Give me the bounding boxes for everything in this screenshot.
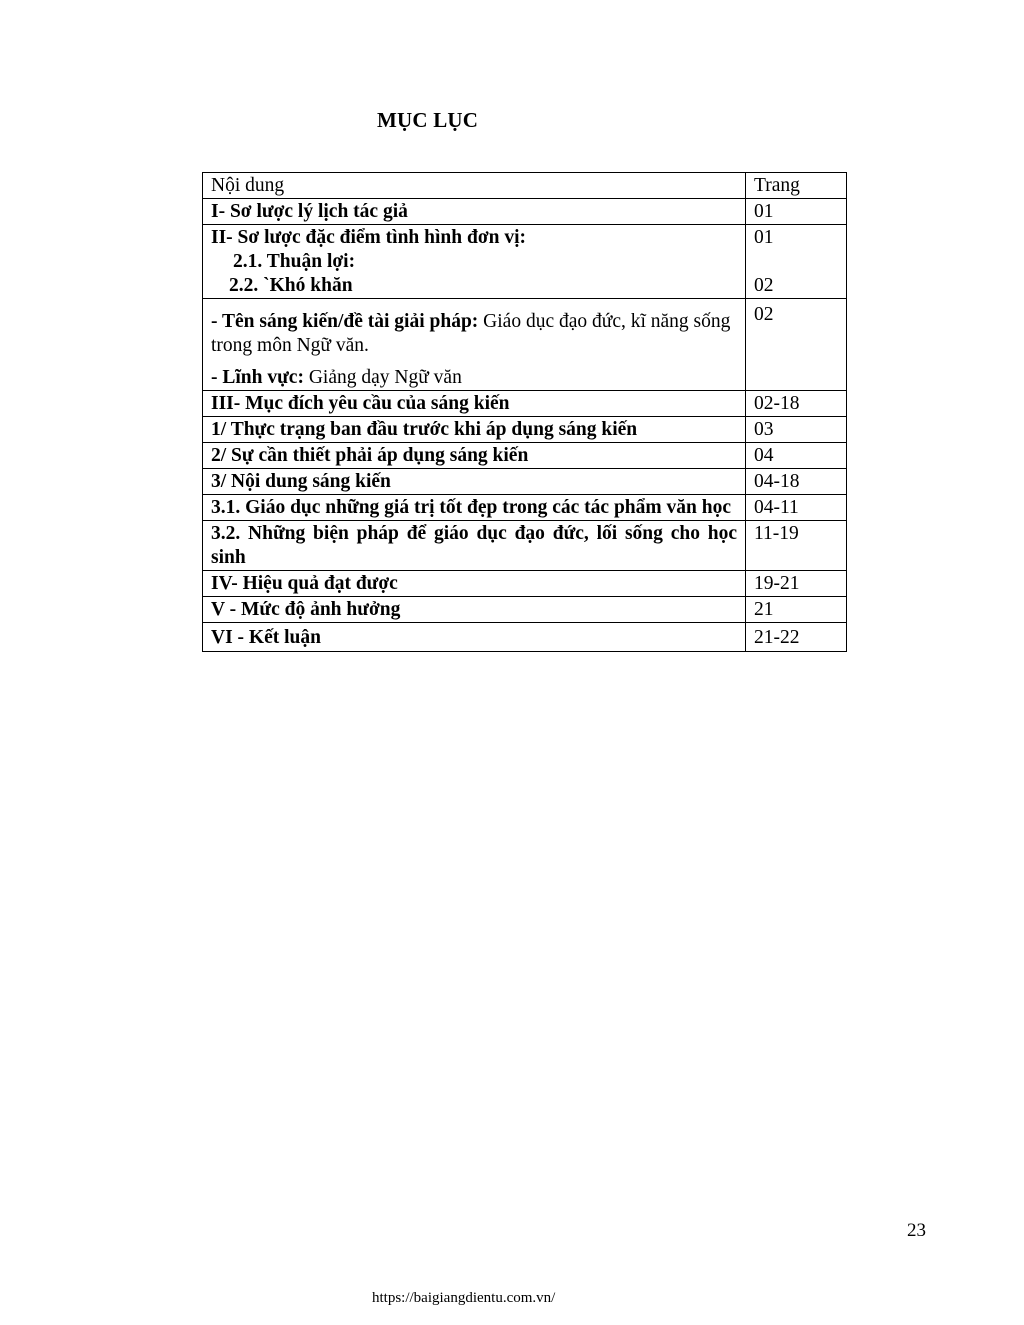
toc-entry: 3/ Nội dung sáng kiến [203, 469, 746, 495]
page-title: MỤC LỤC [377, 108, 479, 132]
table-of-contents [202, 172, 847, 652]
table-row [203, 571, 847, 597]
field-text: Giảng dạy Ngữ văn [303, 367, 462, 388]
initiative-name [211, 310, 737, 358]
table-row [203, 469, 847, 495]
table-row [203, 521, 847, 571]
toc-entry: VI - Kết luận [203, 623, 746, 652]
table-row [203, 623, 847, 652]
toc-page: 04-18 [746, 469, 847, 495]
toc-entry: II- Sơ lược đặc điểm tình hình đơn vị: [211, 227, 526, 248]
toc-page: 02 [746, 299, 847, 391]
toc-subentry: 2.2. `Khó khăn [229, 275, 353, 296]
toc-page: 21 [746, 597, 847, 623]
toc-entry: 1/ Thực trạng ban đầu trước khi áp dụng sáng kiến [203, 417, 746, 443]
toc-page: 02 [754, 275, 774, 296]
footer-url: https://baigiangdientu.com.vn/ [372, 1290, 556, 1306]
toc-entry: 2/ Sự cần thiết phải áp dụng sáng kiến [203, 443, 746, 469]
toc-page: 19-21 [746, 571, 847, 597]
toc-entry: V - Mức độ ảnh hưởng [203, 597, 746, 623]
toc-page: 02-18 [746, 391, 847, 417]
table-row [203, 391, 847, 417]
toc-entry: 3.2. Những biện pháp để giáo dục đạo đức, lối sống cho học sinh [203, 521, 746, 571]
table-row [203, 417, 847, 443]
table-row [203, 495, 847, 521]
header-page: Trang [746, 173, 847, 199]
toc-page: 03 [746, 417, 847, 443]
table-row [203, 443, 847, 469]
table-row [203, 597, 847, 623]
table-row [203, 199, 847, 225]
toc-page: 21-22 [746, 623, 847, 652]
toc-page: 01 [746, 199, 847, 225]
initiative-name-label: - Tên sáng kiến/đề tài giải pháp: [211, 311, 479, 332]
toc-entry: III- Mục đích yêu cầu của sáng kiến [203, 391, 746, 417]
table-row [203, 299, 847, 391]
field-label: - Lĩnh vực: [211, 367, 304, 388]
toc-page: 04-11 [746, 495, 847, 521]
toc-entry: I- Sơ lược lý lịch tác giả [203, 199, 746, 225]
table-header-row [203, 173, 847, 199]
toc-entry-group [203, 299, 746, 391]
toc-page: 11-19 [746, 521, 847, 571]
toc-page-group [746, 225, 847, 299]
toc-entry-group [203, 225, 746, 299]
field [211, 366, 737, 390]
page-number: 23 [907, 1220, 926, 1241]
toc-entry: IV- Hiệu quả đạt được [203, 571, 746, 597]
header-content: Nội dung [203, 173, 746, 199]
initiative-name-text: Giáo dục đạo đức, kĩ năng sống trong môn Ngữ văn. [211, 311, 731, 356]
toc-subentry: 2.1. Thuận lợi: [233, 251, 356, 272]
toc-entry: 3.1. Giáo dục những giá trị tốt đẹp trong các tác phẩm văn học [203, 495, 746, 521]
table-row [203, 225, 847, 299]
toc-page: 04 [746, 443, 847, 469]
toc-page: 01 [754, 227, 774, 248]
